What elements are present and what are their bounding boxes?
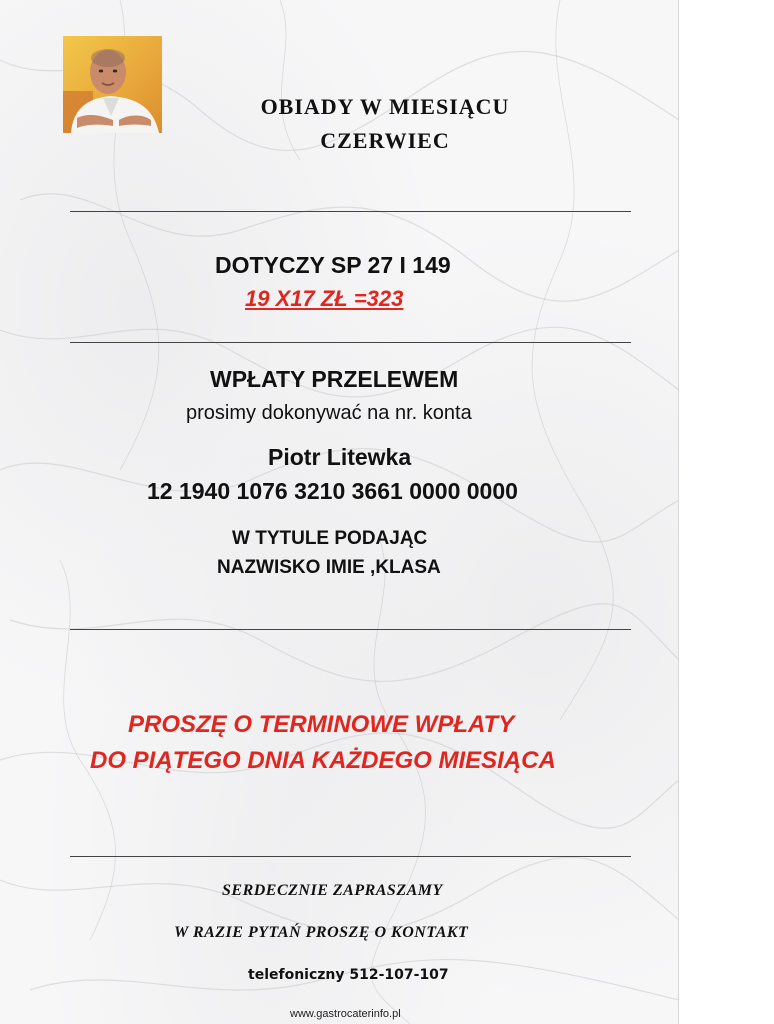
- divider-line: [70, 211, 631, 212]
- schools-info: DOTYCZY SP 27 I 149: [215, 252, 451, 278]
- chef-portrait-photo: [63, 36, 162, 133]
- payment-deadline-notice-1: PROSZĘ O TERMINOWE WPŁATY: [128, 711, 515, 738]
- account-holder-name: Piotr Litewka: [268, 444, 412, 470]
- divider-line: [70, 856, 631, 857]
- divider-line: [70, 629, 631, 630]
- price-calculation: 19 X17 ZŁ =323: [245, 286, 404, 311]
- page-edge: [678, 0, 679, 1024]
- payment-instruction: prosimy dokonywać na nr. konta: [186, 402, 472, 424]
- transfer-title-instruction-2: NAZWISKO IMIE ,KLASA: [217, 557, 441, 578]
- invitation-text: SERDECZNIE ZAPRASZAMY: [222, 882, 443, 899]
- page-title: [230, 90, 540, 158]
- title-line-1: OBIADY W MIESIĄCU: [260, 94, 510, 119]
- phone-number: telefoniczny 512-107-107: [248, 967, 449, 983]
- bank-account-number: 12 1940 1076 3210 3661 0000 0000: [147, 478, 518, 504]
- website-link[interactable]: www.gastrocaterinfo.pl: [290, 1008, 401, 1020]
- transfer-title-instruction-1: W TYTULE PODAJĄC: [232, 528, 428, 549]
- payment-deadline-notice-2: DO PIĄTEGO DNIA KAŻDEGO MIESIĄCA: [90, 747, 556, 774]
- contact-request-text: W RAZIE PYTAŃ PROSZĘ O KONTAKT: [174, 924, 469, 941]
- divider-line: [70, 342, 631, 343]
- title-line-2: CZERWIEC: [320, 128, 450, 153]
- payment-heading: WPŁATY PRZELEWEM: [210, 366, 459, 392]
